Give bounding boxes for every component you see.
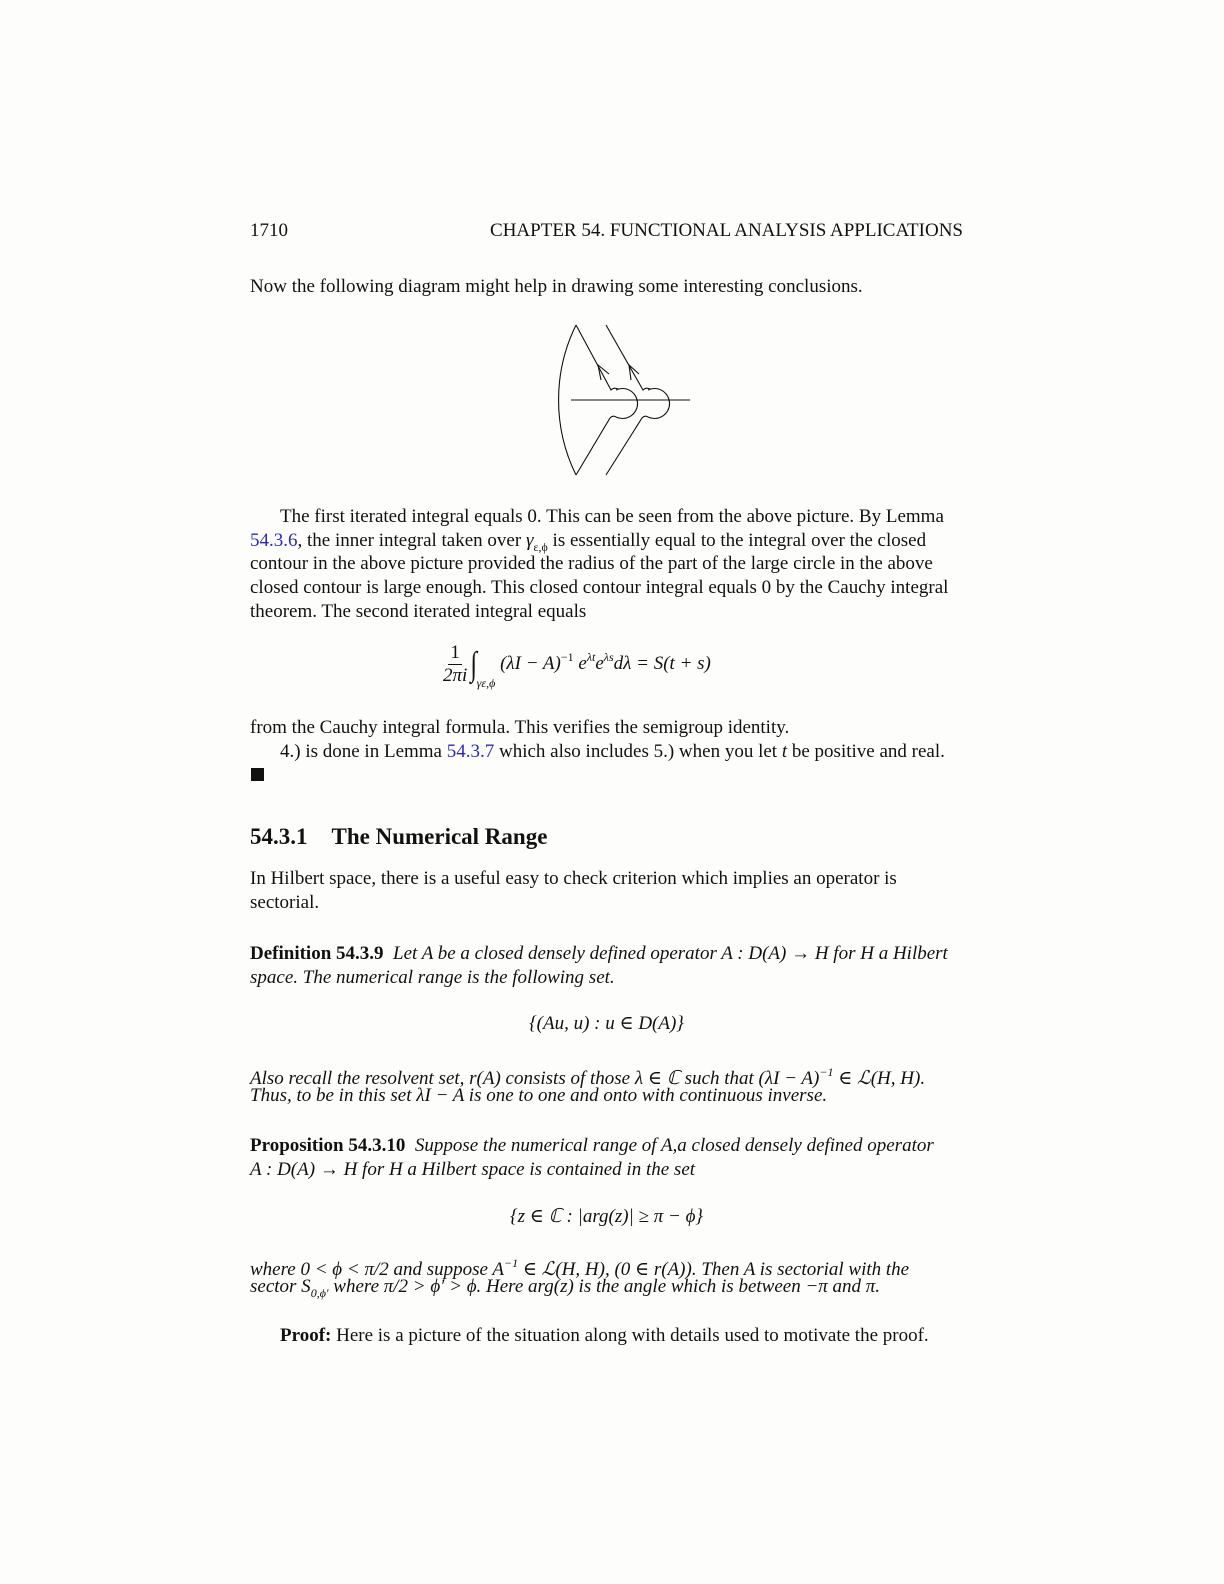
inner-indent-circle <box>616 389 638 419</box>
proposition-line4: sector $S_{0,\phi'}$ where π/2 > ϕ′ > ϕ. Here arg(z) is the angle which is between −π and π. <box>250 1276 881 1300</box>
definition-label: Definition 54.3.9 <box>250 943 384 964</box>
chapter-title: CHAPTER 54. FUNCTIONAL ANALYSIS APPLICATIONS <box>490 220 963 241</box>
numerical-range-set: {(Au, u) : u ∈ D(A)} <box>529 1013 684 1034</box>
proposition-line1: Proposition 54.3.10 Suppose the numerical range of A,a closed densely defined operator <box>250 1135 934 1156</box>
proposition-line2: A : D(A) → H for H a Hilbert space is contained in the set <box>250 1159 696 1180</box>
definition-line2: space. The numerical range is the following set. <box>250 967 615 988</box>
paragraph1-line4: closed contour is large enough. This closed contour integral equals 0 by the Cauchy integral <box>250 577 949 598</box>
definition-line3: Also recall the resolvent set, r(A) consists of those λ ∈ ℂ such that $(\lambda I - A)^{-1}$ ∈ ℒ(H, H). <box>250 1065 926 1089</box>
paragraph1-line2: 54.3.6, the inner integral taken over $\gamma_{\varepsilon,\phi}$ is essentially equal to the integral over the closed <box>250 530 927 554</box>
sector-set: {z ∈ ℂ : |arg(z)| ≥ π − ϕ} <box>509 1206 704 1227</box>
arrowhead-icon <box>598 365 609 380</box>
section-heading <box>250 824 547 850</box>
paragraph1-line5: theorem. The second iterated integral equals <box>250 601 587 622</box>
lemma-link-54-3-7[interactable]: 54.3.7 <box>446 741 495 762</box>
integral-sign: ∫ <box>470 645 478 683</box>
qed-square-icon <box>251 768 264 781</box>
paragraph1-line3: contour in the above picture provided the radius of the part of the large circle in the above <box>250 553 933 574</box>
contour-diagram <box>500 310 700 490</box>
paragraph2-line2: 4.) is done in Lemma 54.3.7 which also includes 5.) when you let t be positive and real. <box>280 741 945 762</box>
proposition-label: Proposition 54.3.10 <box>250 1135 406 1156</box>
lemma-link-54-3-6[interactable]: 54.3.6 <box>250 530 298 551</box>
proposition-line3: where 0 < ϕ < π/2 and suppose $A^{-1}$ ∈ ℒ(H, H), (0 ∈ r(A)). Then A is sectorial with the <box>250 1256 910 1280</box>
outer-indent-circle <box>648 389 670 419</box>
definition-line4: Thus, to be in this set λI − A is one to one and onto with continuous inverse. <box>250 1085 828 1106</box>
paragraph2-line1: from the Cauchy integral formula. This verifies the semigroup identity. <box>250 717 790 738</box>
intro-sentence: Now the following diagram might help in drawing some interesting conclusions. <box>250 276 863 297</box>
section-number: 54.3.1 <box>250 824 308 849</box>
section-title: The Numerical Range <box>331 824 548 849</box>
definition-line1: Definition 54.3.9 Let A be a closed densely defined operator A : D(A) → H for H a Hilbert <box>250 943 948 964</box>
proof-label: Proof: <box>280 1325 332 1346</box>
running-header <box>250 220 963 242</box>
section-intro-line1: In Hilbert space, there is a useful easy to check criterion which implies an operator is <box>250 868 897 889</box>
section-intro-line2: sectorial. <box>250 892 320 913</box>
paragraph-first-integral: The first iterated integral equals 0. This can be seen from the above picture. By Lemma <box>280 506 944 527</box>
fraction: $\frac{1}{2\pi i}$ <box>443 642 468 686</box>
proof-line: Proof: Here is a picture of the situation along with details used to motivate the proof. <box>280 1325 929 1346</box>
page-number: 1710 <box>250 220 288 241</box>
semigroup-equation: $\frac{1}{2\pi i}$ $\int_{\gamma\varepsilon,\phi}$ $(\lambda I - A)^{-1}$ $e^{\lambda t}e^{\lambda s}d\lambda = S(t + s)$ <box>443 642 711 690</box>
